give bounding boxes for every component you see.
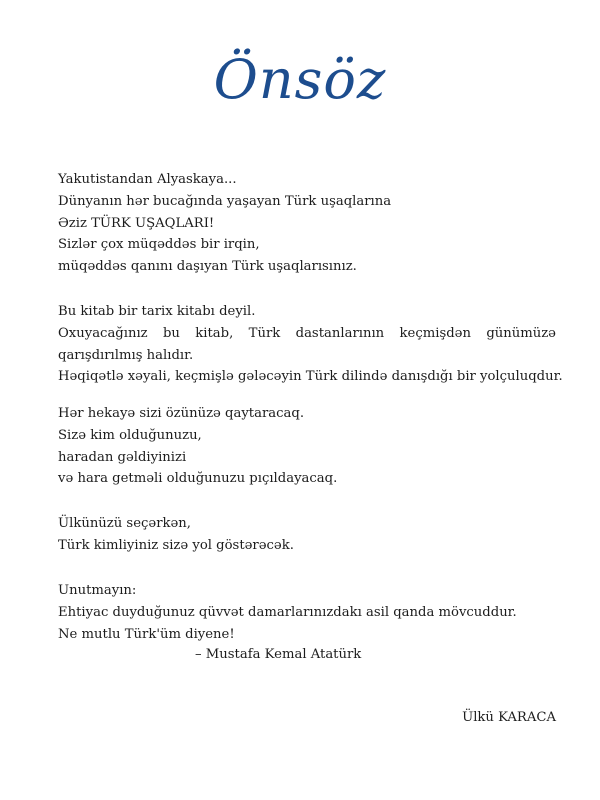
- stanza-1: [58, 169, 556, 278]
- stanza-5: [58, 580, 556, 645]
- author-name: Ülkü KARACA: [462, 710, 556, 725]
- text-line: Əziz TÜRK UŞAQLARI!: [58, 215, 215, 231]
- text-line: müqəddəs qanını daşıyan Türk uşaqlarısınız.: [58, 259, 357, 275]
- quote-attribution: – Mustafa Kemal Atatürk: [195, 647, 362, 662]
- text-line: Unutmayın:: [58, 583, 137, 598]
- text-line: və hara getməli olduğunuzu pıçıldayacaq.: [58, 471, 338, 487]
- text-line: Ehtiyac duyduğunuz qüvvət damarlarınızdakı asil qanda mövcuddur.: [58, 604, 517, 620]
- page-title: Önsöz: [213, 48, 387, 111]
- text-line: Bu kitab bir tarix kitabı deyil.: [58, 304, 256, 319]
- text-line: Hər hekayə sizi özünüzə qaytaracaq.: [58, 406, 305, 421]
- text-line: Ne mutlu Türk'üm diyene!: [58, 626, 235, 642]
- stanza-2: [58, 301, 563, 388]
- text-line: haradan gəldiyinizi: [58, 449, 187, 465]
- stanza-4: [58, 513, 556, 557]
- text-line: Ülkünüzü seçərkən,: [58, 516, 191, 531]
- text-line: Sizlər çox müqəddəs bir irqin,: [58, 237, 260, 253]
- text-line: Sizə kim olduğunuzu,: [58, 427, 202, 443]
- text-line: Türk kimliyiniz sizə yol göstərəcək.: [58, 537, 294, 553]
- text-line: Dünyanın hər bucağında yaşayan Türk uşaqlarına: [58, 193, 392, 209]
- text-line: Həqiqətlə xəyali, keçmişlə gələcəyin Türk dilində danışdığı bir yolçuluqdur.: [58, 369, 563, 385]
- text-line: Yakutistandan Alyaskaya...: [58, 172, 237, 187]
- stanza-3: [58, 403, 556, 490]
- text-line: Oxuyacağınız bu kitab, Türk dastanlarının keçmişdən günümüzə qarışdırılmış halıdır.: [58, 325, 556, 363]
